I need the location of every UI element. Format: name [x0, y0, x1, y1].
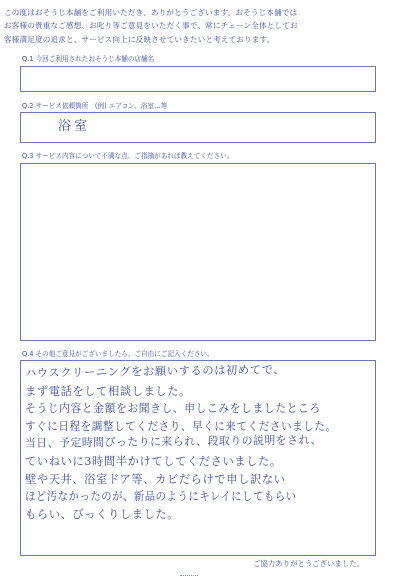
answer-line: そうじ内容と金額をお聞きし、申しこみをしましたところ: [25, 401, 321, 416]
q2-label: Q.2 サービス依頼箇所 (例) エアコン、浴室…等: [22, 102, 168, 110]
q2-answer-box[interactable]: [20, 112, 376, 143]
q1-label: Q.1 今回ご利用されたおそうじ本舗の店舗名: [22, 55, 155, 63]
q3-answer-box[interactable]: [20, 163, 376, 341]
answer-line: 壁や天井、浴室ドア等、カビだらけで申し訳ない: [25, 471, 286, 486]
q2-answer: 浴室: [58, 119, 91, 134]
q4-answer: [24, 362, 364, 523]
answer-line: ていねいに3時間半かけてしてくださいました。: [25, 453, 282, 468]
answer-line: すぐに日程を調整してくださり、早くに来てくださいました。: [25, 418, 337, 433]
intro-line: お客様の貴重なご感想、お叱り等ご意見をいただく事で、常にチェーン全体としてお: [4, 21, 298, 31]
answer-line: ほど汚なかったのが、新品のようにキレイにしてもらい: [25, 489, 297, 504]
q4-answer-box[interactable]: [20, 360, 376, 556]
answer-line: 当日、予定時間ぴったりに来られ、段取りの説明をされ、: [24, 433, 323, 451]
answer-line: もらい、びっくりしました。: [25, 506, 180, 521]
q3-label: Q.3 サービス内容について不満な点、ご指摘があれば教えてください。: [22, 152, 234, 160]
intro-line: 客様満足度の追求と、サービス向上に反映させていきたいと考えております。: [4, 34, 275, 44]
q1-answer-box[interactable]: [20, 66, 376, 92]
q4-label: Q.4 その他ご意見がございましたら、ご自由にご記入ください。: [22, 350, 214, 358]
scan-mark: [180, 575, 198, 578]
intro-text: [4, 6, 396, 46]
thanks-note: ご協力ありがとうございました。: [253, 559, 364, 568]
answer-line: まず電話をして相談しました。: [25, 383, 192, 398]
intro-line: この度はおそうじ本舗をご利用いただき、ありがとうございます。おそうじ本舗では: [4, 8, 298, 17]
answer-line: ハウスクリーニングをお願いするのは初めてで、: [24, 362, 286, 380]
